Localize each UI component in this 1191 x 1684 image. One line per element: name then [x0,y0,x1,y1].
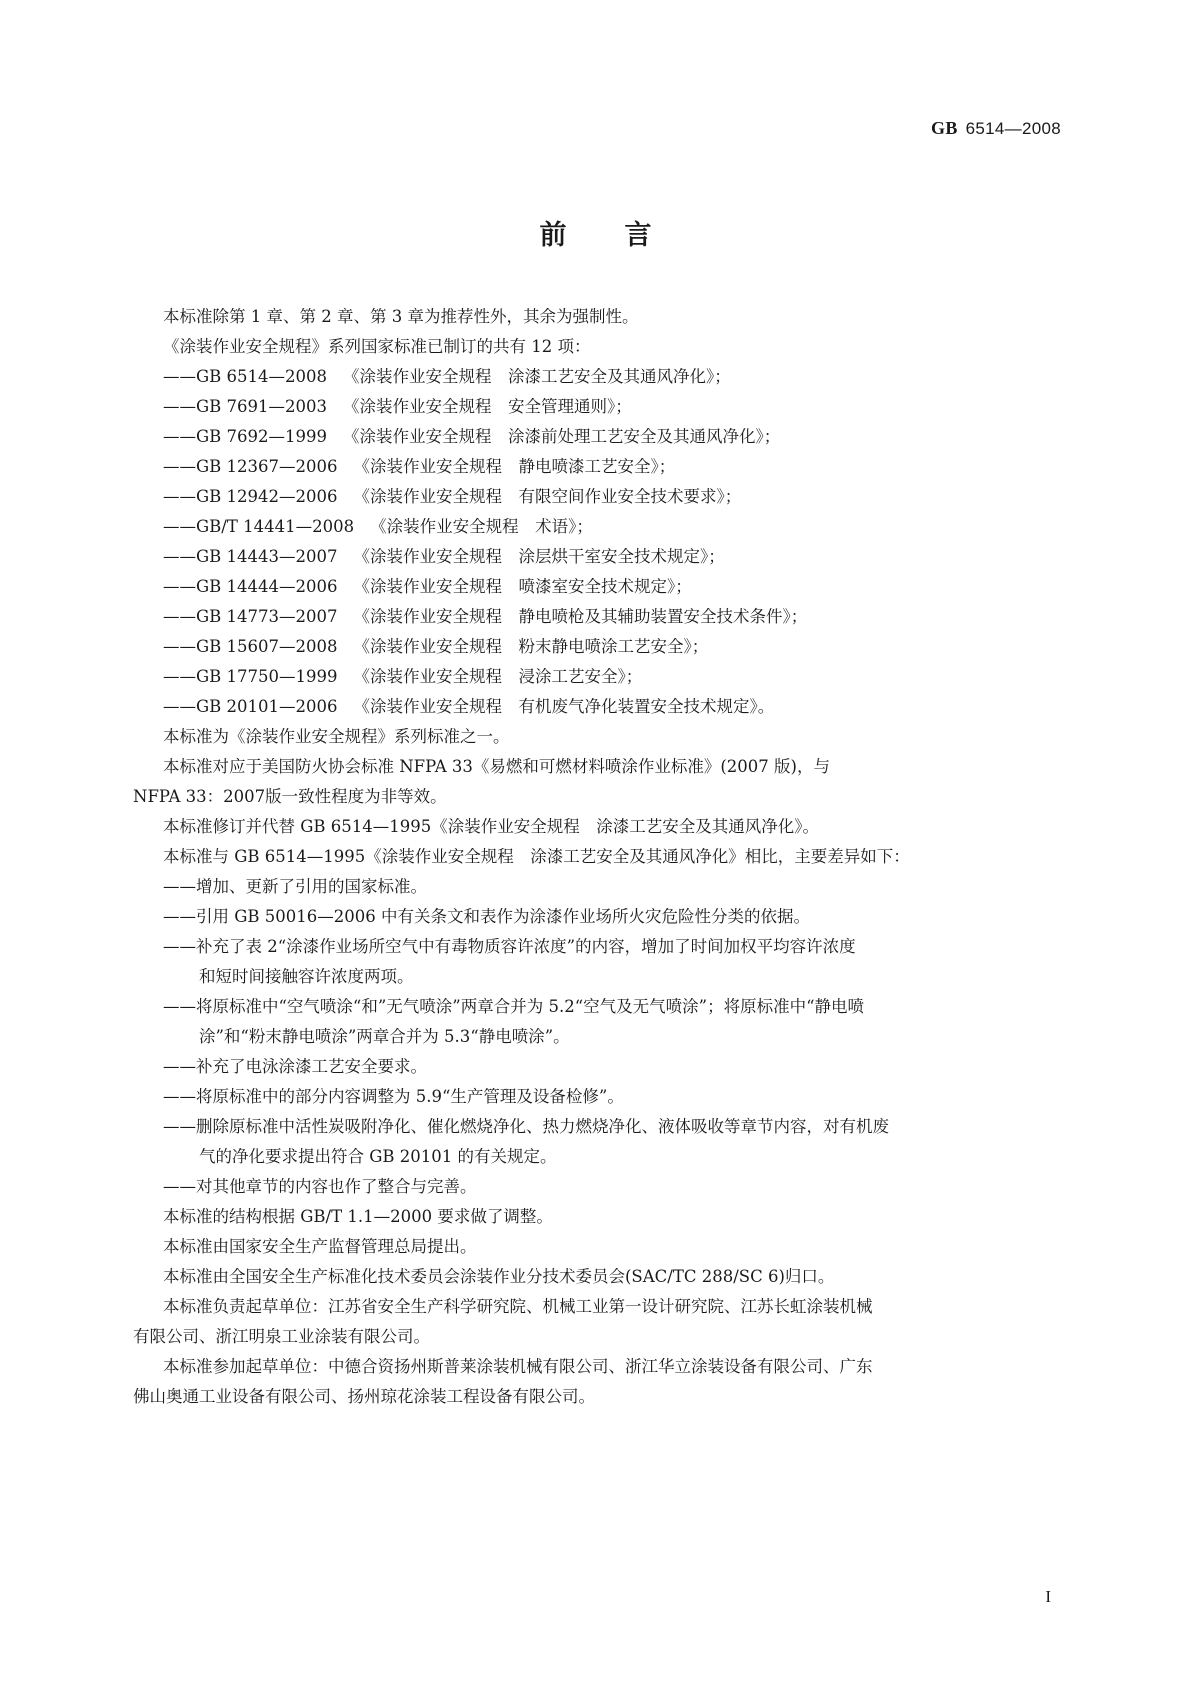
series-code: ——GB 14773—2007 [163,607,338,626]
paragraph-drafting-lead-line1: 本标准负责起草单位：江苏省安全生产科学研究院、机械工业第一设计研究院、江苏长虹涂装机械 [163,1297,873,1316]
series-item [133,482,1058,512]
change-item-continuation: 涂”和“粉末静电喷涂”两章合并为 5.3“静电喷涂”。 [199,1027,570,1046]
paragraph-nfpa-line2: NFPA 33：2007版一致性程度为非等效。 [133,787,447,806]
changes-list [133,872,1058,1202]
series-code: ——GB 20101—2006 [163,697,338,716]
series-title: 《涂装作业安全规程 安全管理通则》； [343,397,632,416]
paragraph-drafting-participants-line1: 本标准参加起草单位：中德合资扬州斯普莱涂装机械有限公司、浙江华立涂装设备有限公司、广东 [163,1357,873,1376]
series-code: ——GB 12367—2006 [163,457,338,476]
change-item-continuation: 气的净化要求提出符合 GB 20101 的有关规定。 [199,1147,557,1166]
series-item [133,632,1058,662]
series-title: 《涂装作业安全规程 术语》； [370,517,593,536]
change-item: ——将原标准中的部分内容调整为 5.9“生产管理及设备检修”。 [163,1087,624,1106]
series-item [133,452,1058,482]
series-title: 《涂装作业安全规程 有机废气净化装置安全技术规定》。 [353,697,775,716]
series-item [133,662,1058,692]
page-title: 前言 [539,220,710,251]
series-code: ——GB 14444—2006 [163,577,338,596]
paragraph-nfpa-line1: 本标准对应于美国防火协会标准 NFPA 33《易燃和可燃材料喷涂作业标准》(2007 版)，与 [163,757,830,776]
series-title: 《涂装作业安全规程 涂漆前处理工艺安全及其通风净化》； [343,427,781,446]
change-item: ——增加、更新了引用的国家标准。 [163,877,427,896]
series-title: 《涂装作业安全规程 浸涂工艺安全》； [353,667,643,686]
change-item: ——补充了电泳涂漆工艺安全要求。 [163,1057,427,1076]
paragraph-drafting-lead-line2: 有限公司、浙江明泉工业涂装有限公司。 [133,1327,430,1346]
paragraph-proposed-by: 本标准由国家安全生产监督管理总局提出。 [163,1237,477,1256]
paragraph-structure: 本标准的结构根据 GB/T 1.1—2000 要求做了调整。 [163,1207,553,1226]
paragraph-centralized-by: 本标准由全国安全生产标准化技术委员会涂装作业分技术委员会(SAC/TC 288/SC 6)归口。 [163,1267,835,1286]
paragraph-differences: 本标准与 GB 6514—1995《涂装作业安全规程 涂漆工艺安全及其通风净化》相比，主要差异如下： [163,847,910,866]
series-item [133,572,1058,602]
series-title: 《涂装作业安全规程 喷漆室安全技术规定》； [353,577,692,596]
series-code: ——GB 7691—2003 [163,397,328,416]
standard-prefix: GB [931,118,958,138]
series-title: 《涂装作业安全规程 粉末静电喷涂工艺安全》； [353,637,709,656]
change-item: ——引用 GB 50016—2006 中有关条文和表作为涂漆作业场所火灾危险性分类的依据。 [163,907,811,926]
change-item: ——对其他章节的内容也作了整合与完善。 [163,1177,477,1196]
change-item: ——将原标准中“空气喷涂“和”无气喷涂”两章合并为 5.2“空气及无气喷涂”；将原标准中“静电喷 [163,997,865,1016]
series-code: ——GB 7692—1999 [163,427,328,446]
series-title: 《涂装作业安全规程 涂漆工艺安全及其通风净化》； [343,367,731,386]
series-item [133,602,1058,632]
series-code: ——GB 17750—1999 [163,667,338,686]
series-item [133,512,1058,542]
paragraph-mandatory: 本标准除第 1 章、第 2 章、第 3 章为推荐性外，其余为强制性。 [163,307,639,326]
series-list [133,362,1058,722]
series-item [133,542,1058,572]
series-title: 《涂装作业安全规程 静电喷漆工艺安全》； [353,457,676,476]
standard-number: 6514—2008 [965,119,1061,138]
series-item [133,692,1058,722]
series-code: ——GB/T 14441—2008 [163,517,355,536]
paragraph-replaces: 本标准修订并代替 GB 6514—1995《涂装作业安全规程 涂漆工艺安全及其通风净化》。 [163,817,820,836]
series-item [133,362,1058,392]
change-item-continuation: 和短时间接触容许浓度两项。 [199,967,414,986]
series-title: 《涂装作业安全规程 静电喷枪及其辅助装置安全技术条件》； [353,607,808,626]
series-code: ——GB 15607—2008 [163,637,338,656]
standard-code [931,118,1061,139]
series-item [133,392,1058,422]
paragraph-series-intro: 《涂装作业安全规程》系列国家标准已制订的共有 12 项： [163,337,591,356]
series-title: 《涂装作业安全规程 涂层烘干室安全技术规定》； [353,547,725,566]
change-item: ——删除原标准中活性炭吸附净化、催化燃烧净化、热力燃烧净化、液体吸收等章节内容，对有机废 [163,1117,889,1136]
paragraph-drafting-participants-line2: 佛山奥通工业设备有限公司、扬州琼花涂装工程设备有限公司。 [133,1387,595,1406]
series-code: ——GB 14443—2007 [163,547,338,566]
series-code: ——GB 6514—2008 [163,367,328,386]
series-code: ——GB 12942—2006 [163,487,338,506]
paragraph-series-member: 本标准为《涂装作业安全规程》系列标准之一。 [163,727,510,746]
series-item [133,422,1058,452]
series-title: 《涂装作业安全规程 有限空间作业安全技术要求》； [353,487,742,506]
foreword-body [133,302,1058,1412]
page-number: I [1045,1587,1051,1606]
change-item: ——补充了表 2“涂漆作业场所空气中有毒物质容许浓度”的内容，增加了时间加权平均容许浓度 [163,937,856,956]
